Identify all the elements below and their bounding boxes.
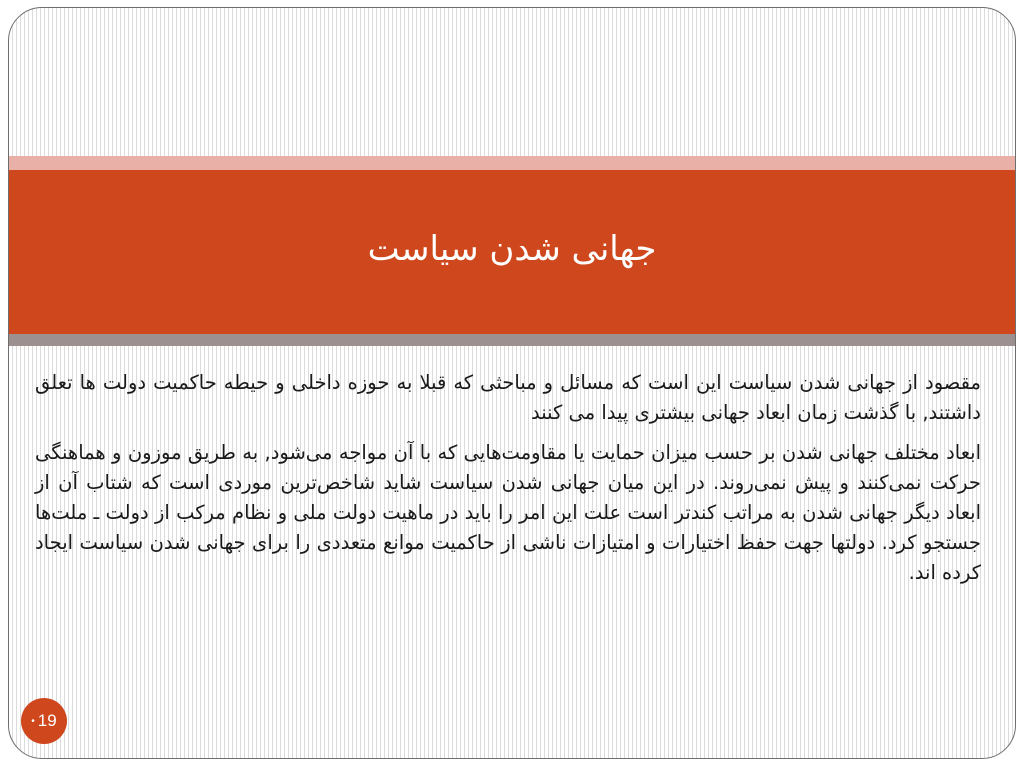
bullet-icon: • [31,715,35,727]
slide-title: جهانی شدن سیاست [367,229,657,269]
title-bar [9,170,1015,334]
slide-body [35,368,981,598]
title-bottom-accent-band [9,334,1015,346]
body-paragraph-2: ابعاد مختلف جهانی شدن بر حسب میزان حمایت یا مقاومت‌هایی که با آن مواجه می‌شود, به طریق موزون و هماهنگی حرکت نمی‌کنند و پیش نمی‌روند. در این میان جهانی شدن سیاست شاید شاخص‌ترین موردی است که شتاب آن از ابعاد دیگر جهانی شدن به مراتب کندتر است علت این امر را باید در ماهیت دولت ملی و نظام مرکب از دولت ـ ملت‌ها جستجو کرد. دولتها جهت حفظ اختیارات و امتیازات ناشی از حاکمیت موانع متعددی را برای جهانی شدن سیاست ایجاد کرده اند. [35,441,981,584]
page-number-badge [21,698,67,744]
page-number: 19 [37,711,57,730]
slide-frame [8,7,1016,759]
title-top-accent-band [9,156,1015,170]
body-paragraph-1: مقصود از جهانی شدن سیاست این است که مسائل و مباحثی که قبلا به حوزه داخلی و حیطه حاکمیت دولت ها تعلق داشتند, با گذشت زمان ابعاد جهانی بیشتری پیدا می کنند [35,371,981,424]
